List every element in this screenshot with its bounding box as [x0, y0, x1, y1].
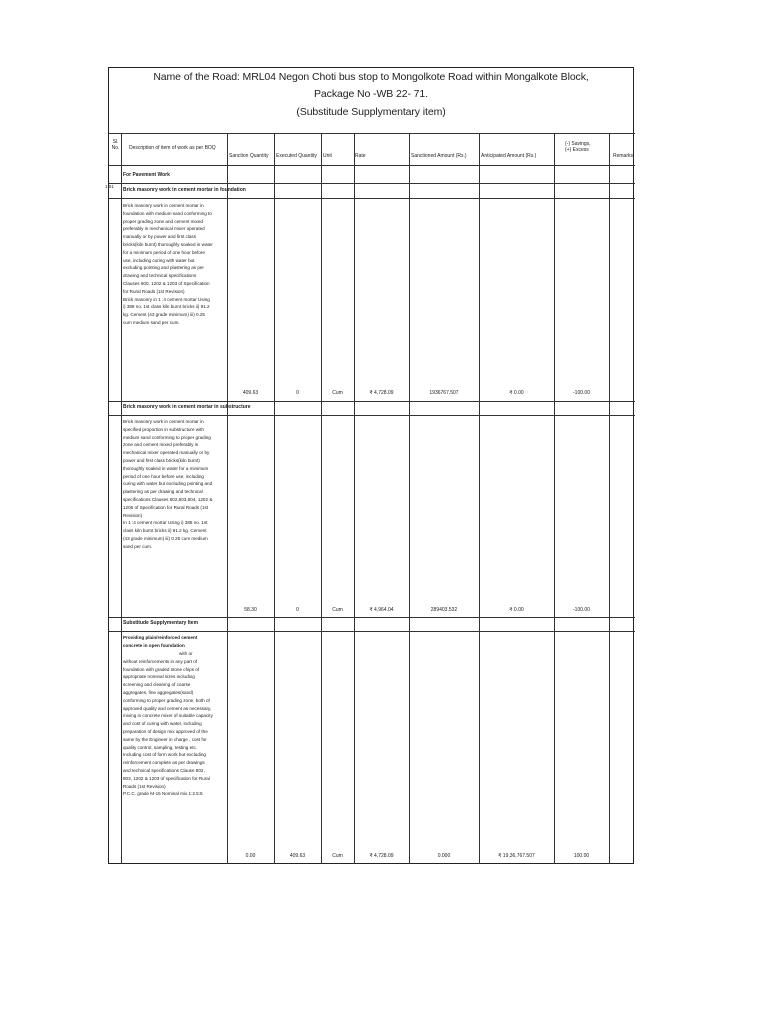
col-divider-savings: [609, 133, 610, 864]
header-sanction-qty: Sanction Quantity: [229, 153, 269, 159]
col-divider-executed: [321, 133, 322, 864]
package-number: Package No -WB 22- 71.: [314, 88, 428, 100]
header-rate: Rate: [355, 153, 366, 159]
col-divider-sanction: [274, 133, 275, 864]
rule-below-header: [109, 165, 635, 166]
rule-row-2-end: [109, 617, 635, 618]
section-pavement-work: For Pavement Work: [123, 172, 170, 178]
col-divider-anticipated: [554, 133, 555, 864]
row-3-sanction-qty: 0.00: [245, 853, 256, 859]
header-sl-no: Sl. No.: [111, 139, 120, 151]
col-divider-rate: [409, 133, 410, 864]
rule-row-2-heading: [109, 415, 635, 416]
row-2-anticipated-amount: ₹ 0.00: [509, 607, 524, 613]
row-2-description: Brick masonry work in cement mortar in specified proportion in substructure with medium sand conforming to proper grading zone and cement mixed preferably in mechanical mixer operated manually or by power and first class bricks(kiln burnt) thoroughly soaked in water for a minimum period of one hour before use, including curing with water but excluding pointing and plastering as per drawing and technical specifications Clauses 602,603,604, 1202 & 1206 of Specification for Rural Roads (1st Revision) In 1 :4 cement mortar Using i) 388 no. 1st class kiln burnt bricks ii) 91.2 kg. Cement (43 grade minimum) iii) 0.25 cum medium sand per cum.: [123, 419, 213, 549]
row-1-sanctioned-amount: 1936767.507: [429, 390, 459, 396]
header-remarks: Remarks: [612, 153, 633, 159]
row-2-savings: -100.00: [573, 607, 590, 613]
section-substitute-item: Substitude Supplymentary Item: [123, 620, 199, 626]
header-description: Description of item of work as per BOQ: [129, 145, 216, 151]
rule-row-1-end: [109, 401, 635, 402]
rule-below-title: [109, 133, 635, 134]
row-3-executed-qty: 409.63: [289, 853, 306, 859]
rule-section-1: [109, 183, 635, 184]
row-2-heading: Brick masonry work in cement mortar in substructure: [123, 404, 251, 410]
row-2-executed-qty: 0: [296, 607, 299, 613]
row-3-anticipated-amount: ₹ 19,36,767.507: [498, 853, 535, 859]
row-1-sl: 1.01: [105, 184, 114, 189]
header-anticipated-amount: Anticipated Amount (Rs.): [481, 153, 537, 159]
row-1-heading: Brick masonry work in cement mortar in foundation: [123, 187, 246, 193]
row-3-heading: Providing plain/reinforced cement concrete in open foundation: [123, 635, 198, 648]
road-name-title: Name of the Road: MRL04 Negon Choti bus stop to Mongolkote Road within Mongalkote Block,: [153, 71, 589, 83]
row-1-savings: -100.00: [573, 390, 590, 396]
row-2-sanction-qty: 58.30: [244, 607, 257, 613]
row-1-anticipated-amount: ₹ 0.00: [509, 390, 524, 396]
col-divider-desc: [227, 133, 228, 864]
boq-sheet: [105, 67, 634, 864]
row-3-description: with or without reinforcements in any part of foundation with graded stone chips of appropriate nominal sizes including screening and cleaning of coarse aggregates, fine aggregates(sand) conforming to proper grading zone, both of approved quality and cement as necessary, mixing in concrete mixer of suitable capacity and cost of curing with water, including preparation of design mix approved of the same by the Engineer in charge , cost for quality control, sampling, testing etc. Including cost of form work but excluding reinforcement complete as per drawings and technical specifications Clause 802, 803, 1202 & 1203 of specification for Rural Roads (1st Revision) P.C.C. grade M-15 Nominal mix 1:2.5:5: [123, 651, 213, 797]
row-2-rate: ₹ 4,964.04: [369, 607, 394, 613]
row-1-rate: ₹ 4,728.09: [369, 390, 394, 396]
row-1-executed-qty: 0: [296, 390, 299, 396]
row-1-sanction-qty: 409.63: [242, 390, 259, 396]
header-unit: Unit: [323, 153, 332, 159]
sheet-subtitle: (Substitude Supplymentary item): [296, 106, 446, 118]
rule-section-2: [109, 631, 635, 632]
row-2-sanctioned-amount: 289403.532: [430, 607, 458, 613]
row-1-description: Brick masonry work in cement mortar in foundation with medium sand conforming to proper grading zone and cement mixed preferably in mechanical mixer operated manually or by power and first class bricks(kiln burnt) thoroughly soaked in water for a minimum period of one hour before use, including curing with water but excluding pointing and plastering as per drawing and technical specifications Clauses 600, 1202 & 1203 of Specification for Rural Roads (1st Revision) Brick masonry in 1 :4 cement mortar Using i) 388 no. 1st class kiln burnt bricks ii) 91.2 kg. Cement (43 grade minimum) iii) 0.25 cum medium sand per cum.: [123, 203, 213, 325]
row-1-unit: Cum: [332, 390, 343, 396]
col-divider-sanctioned: [479, 133, 480, 864]
row-3-savings: 100.00: [573, 853, 590, 859]
header-executed-qty: Executed Quantity: [276, 153, 317, 159]
col-divider-sl: [121, 133, 122, 864]
row-3-sanctioned-amount: 0.000: [437, 853, 451, 859]
header-savings-excess: (-) Savings, (+) Excess: [565, 141, 591, 153]
row-2-unit: Cum: [332, 607, 343, 613]
rule-row-1-heading: [109, 198, 635, 199]
row-3-rate: ₹ 4,728.09: [369, 853, 394, 859]
row-3-unit: Cum: [332, 853, 343, 859]
col-divider-unit: [354, 133, 355, 864]
header-sanctioned-amount: Sanctioned Amount (Rs.): [411, 153, 467, 159]
